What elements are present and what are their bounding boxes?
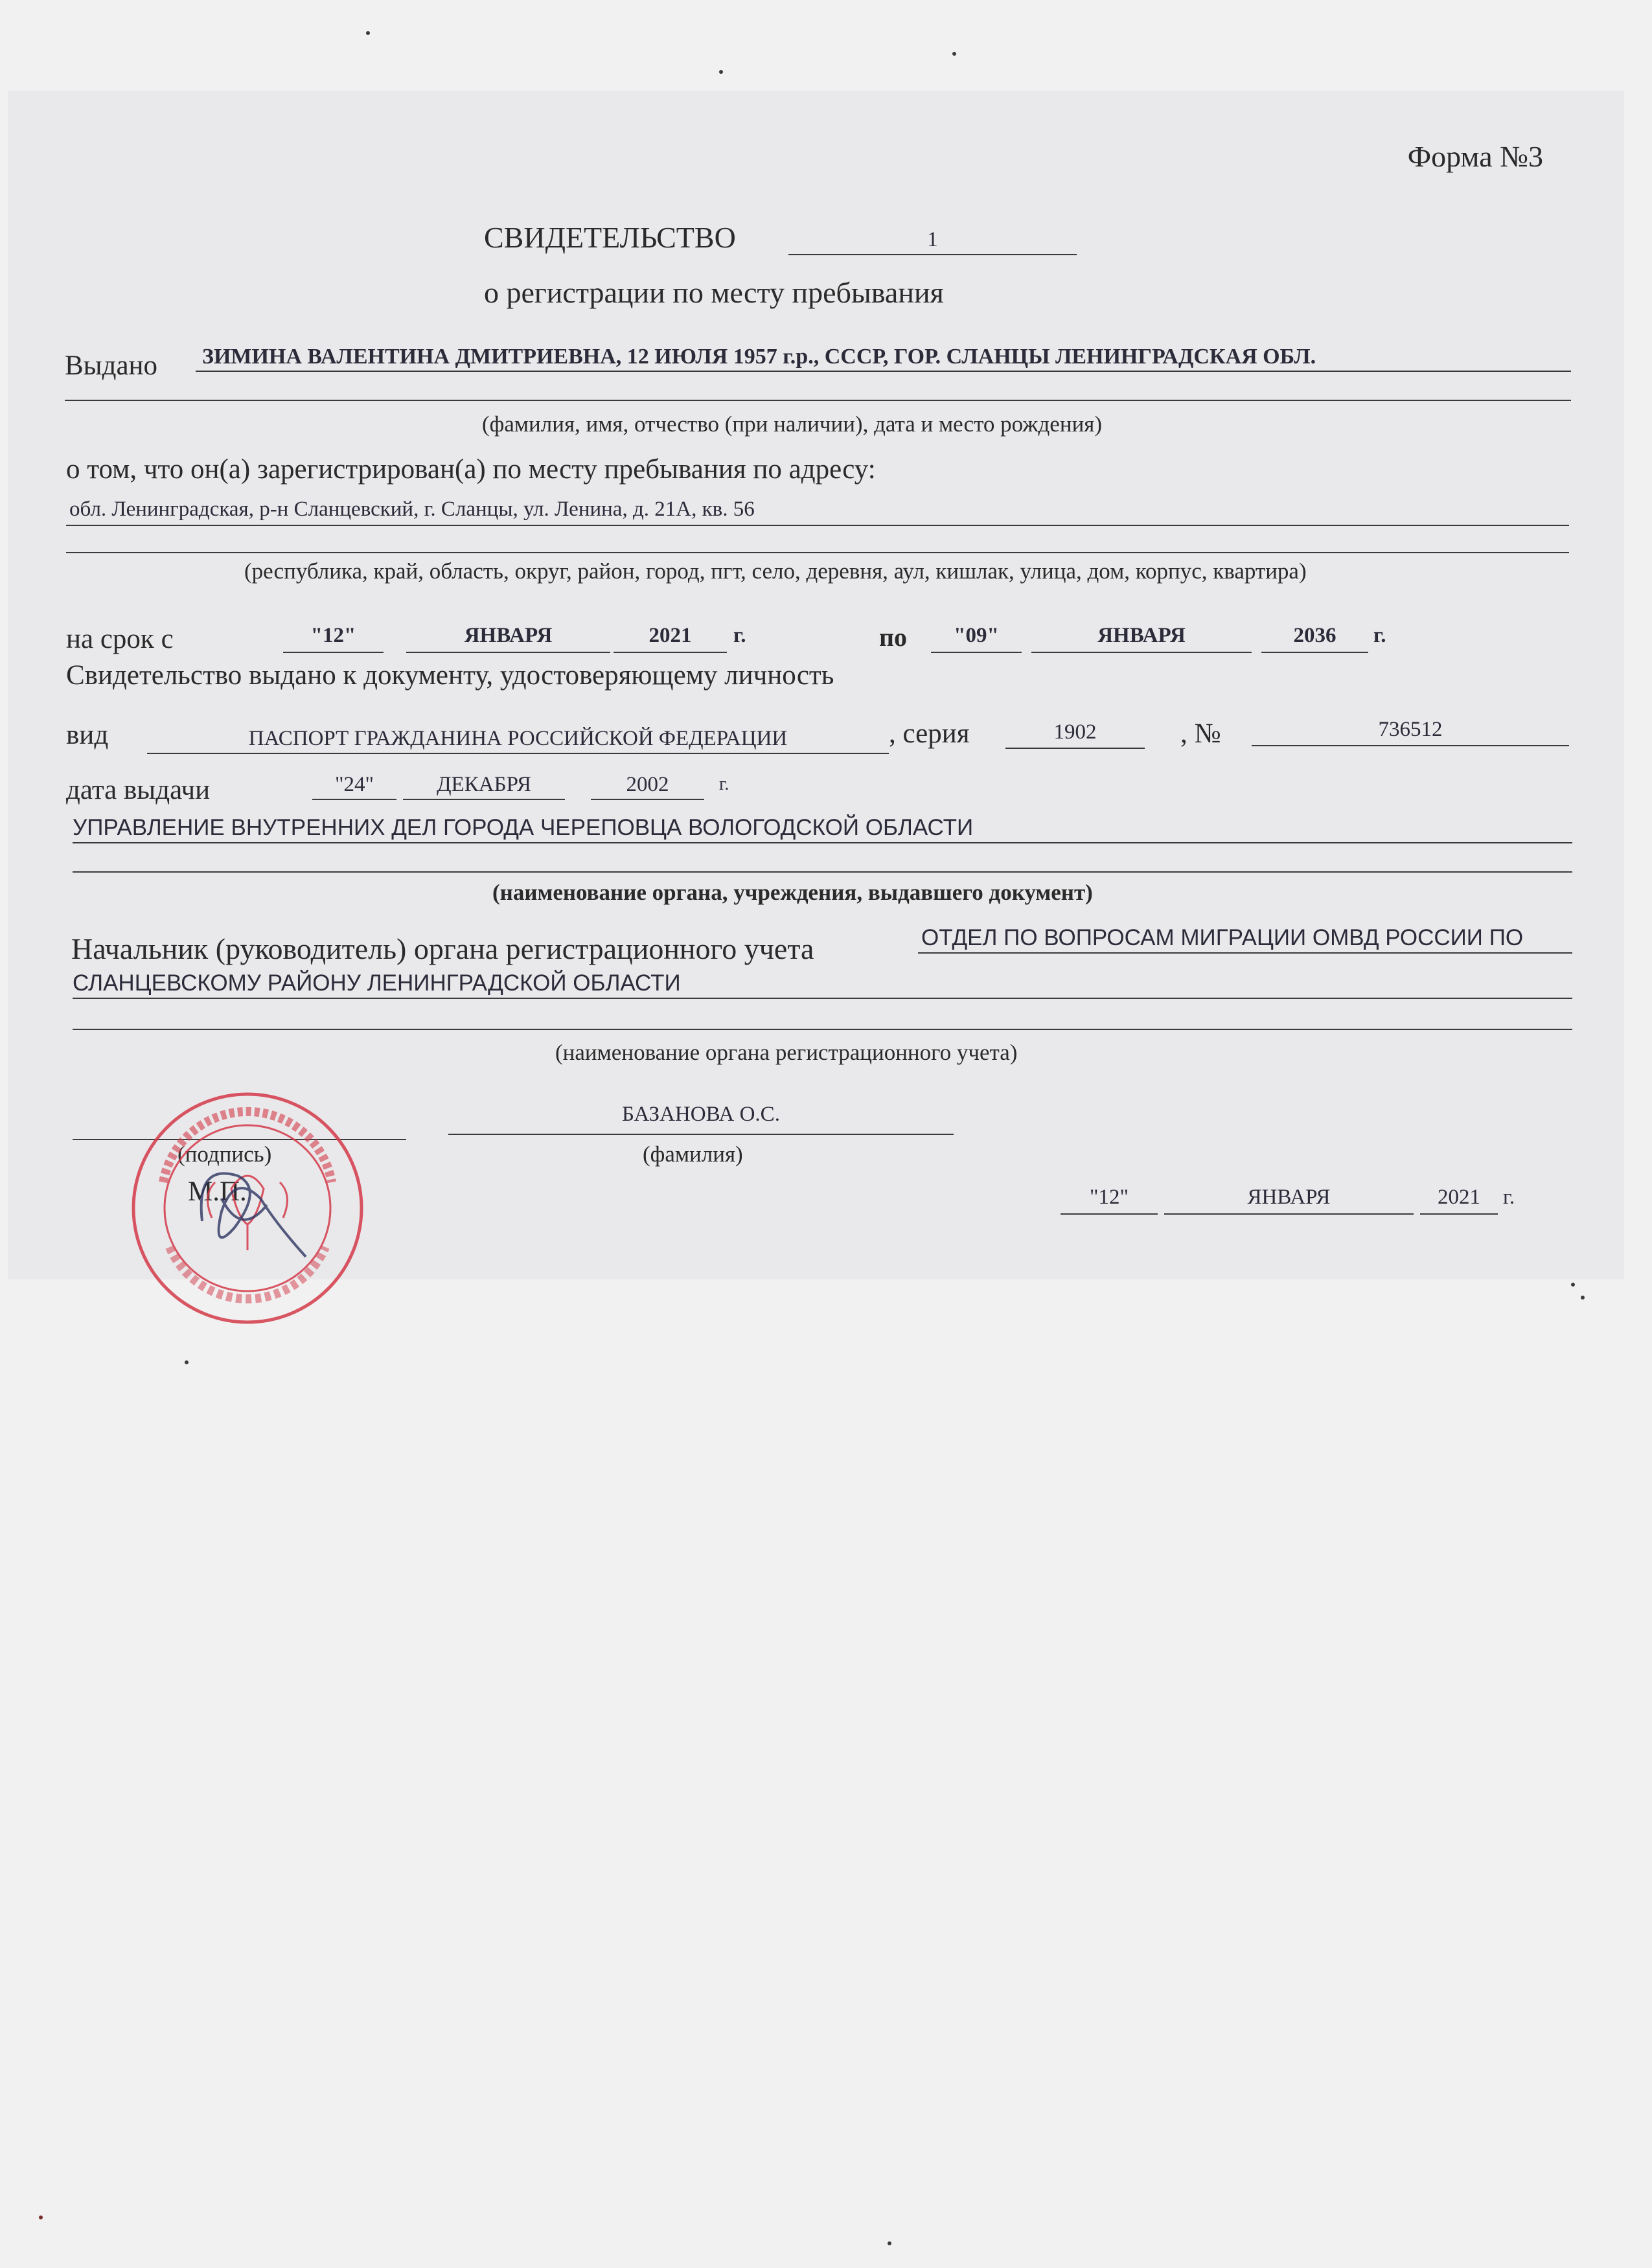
term-from-day-line (283, 652, 384, 653)
identity-issue-month: ДЕКАБРЯ (437, 773, 531, 796)
issued-to-line-2 (65, 400, 1571, 401)
signature-year-line (1420, 1213, 1498, 1215)
surname-value: БАЗАНОВА О.С. (622, 1103, 780, 1126)
term-to-year: 2036 (1293, 624, 1337, 647)
registrar-line-1: ОТДЕЛ ПО ВОПРОСАМ МИГРАЦИИ ОМВД РОССИИ ПО (921, 925, 1524, 950)
registrar-line-2: СЛАНЦЕВСКОМУ РАЙОНУ ЛЕНИНГРАДСКОЙ ОБЛАСТИ (73, 970, 681, 996)
seal-label: М.П. (188, 1176, 247, 1207)
identity-issue-month-line (403, 799, 565, 800)
surname-line (448, 1134, 954, 1135)
registrar-caption: (наименование органа регистрационного учета) (555, 1040, 1018, 1065)
term-to-day-line (931, 652, 1022, 653)
term-from-month-line (406, 652, 610, 653)
issued-to-label: Выдано (65, 350, 158, 381)
cert-number-line (788, 254, 1077, 255)
identity-heading: Свидетельство выдано к документу, удостоверяющему личность (66, 660, 834, 691)
document-subtitle: о регистрации по месту пребывания (484, 276, 944, 309)
identity-issuer-line (73, 842, 1572, 843)
identity-series-value: 1902 (1053, 720, 1097, 744)
term-to-day: "09" (954, 624, 999, 647)
identity-number-line (1252, 745, 1569, 746)
document-title: СВИДЕТЕЛЬСТВО (484, 221, 736, 254)
scan-speck (185, 1360, 189, 1364)
signature-month-line (1164, 1213, 1414, 1215)
identity-issuer-caption: (наименование органа, учреждения, выдавшего документ) (492, 880, 1093, 905)
scan-speck (39, 2216, 43, 2219)
identity-issuer: УПРАВЛЕНИЕ ВНУТРЕННИХ ДЕЛ ГОРОДА ЧЕРЕПОВЦА ВОЛОГОДСКОЙ ОБЛАСТИ (73, 815, 974, 840)
scan-speck (1571, 1283, 1575, 1287)
signature-year: 2021 (1438, 1186, 1480, 1209)
term-label: на срок с (66, 624, 174, 654)
term-to-year-line (1261, 652, 1368, 653)
address-line (66, 525, 1569, 526)
identity-issue-year-suffix: г. (719, 774, 729, 794)
identity-issue-year: 2002 (626, 773, 669, 796)
registrar-line-3-rule (73, 1029, 1572, 1030)
scan-speck (366, 31, 370, 35)
identity-type-line (147, 753, 889, 754)
address-line-2 (66, 552, 1569, 553)
identity-series-label: , серия (889, 718, 970, 749)
signature-caption: (подпись) (178, 1141, 272, 1167)
address-caption: (республика, край, область, округ, район, город, пгт, село, деревня, аул, кишлак, улица, дом, корпус, квартира) (244, 558, 1307, 584)
signature-month: ЯНВАРЯ (1247, 1186, 1331, 1209)
surname-caption: (фамилия) (643, 1141, 743, 1167)
identity-issue-year-line (591, 799, 704, 800)
signature-day-line (1061, 1213, 1158, 1215)
certificate-sheet (8, 91, 1624, 1279)
registrar-line-1-rule (918, 952, 1572, 954)
signature-year-suffix: г. (1503, 1186, 1515, 1209)
term-to-month: ЯНВАРЯ (1097, 624, 1186, 647)
registrar-label: Начальник (руководитель) органа регистрационного учета (71, 932, 814, 965)
scan-speck (719, 70, 723, 74)
term-to-month-line (1031, 652, 1252, 653)
identity-type-label: вид (66, 720, 109, 750)
identity-issuer-line-2 (73, 871, 1572, 873)
scan-speck (952, 52, 956, 56)
registrar-line-2-rule (73, 998, 1572, 999)
issued-to-caption: (фамилия, имя, отчество (при наличии), дата и место рождения) (482, 411, 1103, 437)
term-from-year: 2021 (648, 624, 692, 647)
scan-speck (1581, 1296, 1585, 1300)
identity-number-label: , № (1180, 718, 1221, 749)
signature-day: "12" (1090, 1186, 1129, 1209)
term-to-year-suffix: г. (1373, 624, 1386, 647)
identity-issue-day-line (312, 799, 396, 800)
identity-type-value: ПАСПОРТ ГРАЖДАНИНА РОССИЙСКОЙ ФЕДЕРАЦИИ (248, 727, 788, 750)
term-from-year-line (614, 652, 727, 653)
address-value: обл. Ленинградская, р-н Сланцевский, г. Сланцы, ул. Ленина, д. 21А, кв. 56 (69, 498, 755, 521)
cert-number: 1 (927, 228, 938, 251)
form-number: Форма №3 (1407, 140, 1543, 173)
term-from-month: ЯНВАРЯ (464, 624, 553, 647)
term-to-label: по (879, 623, 908, 652)
term-from-day: "12" (310, 624, 356, 647)
identity-issue-day: "24" (335, 773, 374, 796)
issued-to-value: ЗИМИНА ВАЛЕНТИНА ДМИТРИЕВНА, 12 ИЮЛЯ 1957 г.р., СССР, ГОР. СЛАНЦЫ ЛЕНИНГРАДСКАЯ ОБЛ. (202, 345, 1316, 369)
identity-series-line (1005, 748, 1145, 749)
official-stamp (124, 1085, 371, 1331)
identity-issue-date-label: дата выдачи (66, 775, 211, 805)
term-from-year-suffix: г. (733, 624, 746, 647)
issued-to-line (196, 371, 1571, 372)
scan-speck (888, 2241, 891, 2245)
address-label: о том, что он(а) зарегистрирован(а) по месту пребывания по адресу: (66, 454, 876, 485)
identity-number-value: 736512 (1378, 718, 1443, 741)
